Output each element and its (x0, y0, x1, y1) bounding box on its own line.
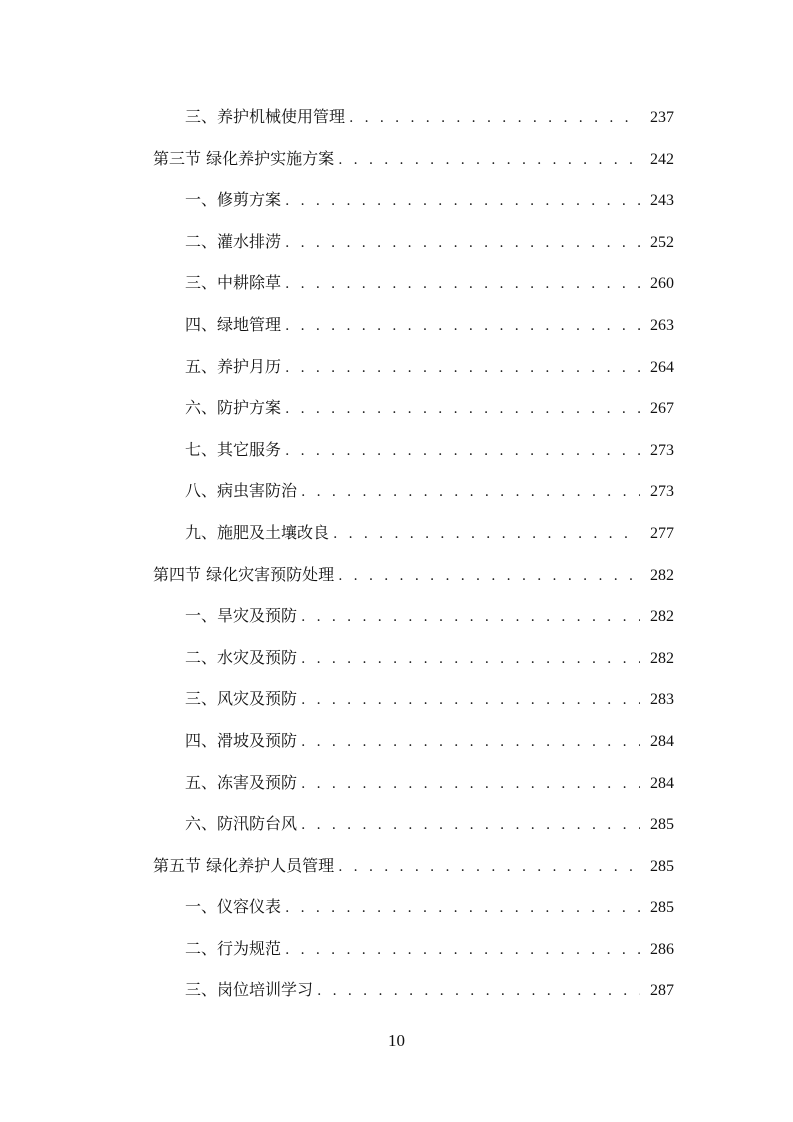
toc-entry-label: 八、病虫害防治 (185, 481, 298, 501)
toc-entry-label: 二、行为规范 (185, 938, 282, 958)
toc-entry-label: 三、中耕除草 (185, 273, 282, 293)
toc-entry-page-number: 286 (650, 940, 674, 958)
toc-entry-page-number: 285 (650, 899, 674, 917)
page-number: 10 (388, 1031, 405, 1050)
toc-section-entry[interactable] (0, 554, 793, 596)
toc-entry-label: 二、灌水排涝 (185, 231, 282, 251)
toc-entry-label: 六、防汛防台风 (185, 814, 298, 834)
toc-entry-label: 三、岗位培训学习 (185, 980, 314, 1000)
toc-entry-page-number: 260 (650, 275, 674, 293)
toc-subsection-entry[interactable] (0, 304, 793, 346)
toc-entry-page-number: 277 (650, 524, 674, 542)
toc-entry-page-number: 282 (650, 566, 674, 584)
toc-entry-page-number: 242 (650, 150, 674, 168)
toc-dot-leader (301, 680, 640, 722)
toc-entry-label: 一、修剪方案 (185, 190, 282, 210)
toc-subsection-entry[interactable] (0, 762, 793, 804)
toc-subsection-entry[interactable] (0, 512, 793, 554)
toc-dot-leader (285, 181, 640, 223)
toc-dot-leader (317, 971, 640, 1013)
toc-dot-leader (338, 847, 640, 889)
toc-subsection-entry[interactable] (0, 928, 793, 970)
toc-dot-leader (338, 140, 640, 182)
toc-dot-leader (285, 888, 640, 930)
toc-dot-leader (285, 389, 640, 431)
toc-entry-page-number: 282 (650, 608, 674, 626)
toc-subsection-entry[interactable] (0, 429, 793, 471)
toc-entry-label: 五、养护月历 (185, 356, 282, 376)
toc-entry-page-number: 237 (650, 109, 674, 126)
toc-entry-page-number: 285 (650, 857, 674, 875)
toc-entry-page-number: 273 (650, 441, 674, 459)
toc-dot-leader (333, 514, 640, 556)
toc-dot-leader (301, 722, 640, 764)
toc-entry-label: 五、冻害及预防 (185, 772, 298, 792)
toc-entry-label: 三、养护机械使用管理 (185, 107, 346, 126)
toc-entry-label: 九、施肥及土壤改良 (185, 522, 330, 542)
table-of-contents (0, 96, 793, 1011)
toc-subsection-entry[interactable] (0, 96, 793, 138)
toc-entry-label: 第四节 绿化灾害预防处理 (153, 564, 335, 584)
toc-entry-label: 第五节 绿化养护人员管理 (153, 855, 335, 875)
toc-entry-label: 第三节 绿化养护实施方案 (153, 148, 335, 168)
toc-entry-page-number: 284 (650, 732, 674, 750)
toc-entry-page-number: 282 (650, 649, 674, 667)
toc-dot-leader (301, 472, 640, 514)
toc-subsection-entry[interactable] (0, 595, 793, 637)
toc-dot-leader (285, 930, 640, 972)
toc-subsection-entry[interactable] (0, 387, 793, 429)
toc-subsection-entry[interactable] (0, 886, 793, 928)
toc-subsection-entry[interactable] (0, 221, 793, 263)
toc-entry-label: 一、旱灾及预防 (185, 606, 298, 626)
toc-entry-page-number: 243 (650, 192, 674, 210)
toc-dot-leader (285, 306, 640, 348)
toc-entry-label: 二、水灾及预防 (185, 647, 298, 667)
toc-dot-leader (301, 764, 640, 806)
toc-subsection-entry[interactable] (0, 262, 793, 304)
toc-entry-label: 一、仪容仪表 (185, 897, 282, 917)
toc-subsection-entry[interactable] (0, 969, 793, 1011)
toc-section-entry[interactable] (0, 138, 793, 180)
toc-subsection-entry[interactable] (0, 678, 793, 720)
toc-dot-leader (285, 431, 640, 473)
toc-dot-leader (349, 98, 640, 140)
toc-subsection-entry[interactable] (0, 470, 793, 512)
toc-entry-page-number: 263 (650, 316, 674, 334)
toc-entry-page-number: 283 (650, 691, 674, 709)
toc-entry-label: 四、滑坡及预防 (185, 730, 298, 750)
toc-entry-page-number: 264 (650, 358, 674, 376)
toc-entry-page-number: 287 (650, 982, 674, 1000)
toc-section-entry[interactable] (0, 845, 793, 887)
toc-subsection-entry[interactable] (0, 637, 793, 679)
toc-entry-page-number: 285 (650, 816, 674, 834)
toc-entry-page-number: 284 (650, 774, 674, 792)
toc-dot-leader (301, 805, 640, 847)
toc-entry-page-number: 267 (650, 400, 674, 418)
toc-dot-leader (301, 639, 640, 681)
toc-entry-page-number: 273 (650, 483, 674, 501)
toc-entry-label: 七、其它服务 (185, 439, 282, 459)
toc-subsection-entry[interactable] (0, 179, 793, 221)
toc-entry-label: 六、防护方案 (185, 398, 282, 418)
toc-subsection-entry[interactable] (0, 720, 793, 762)
toc-entry-label: 四、绿地管理 (185, 314, 282, 334)
toc-entry-label: 三、风灾及预防 (185, 689, 298, 709)
toc-dot-leader (285, 264, 640, 306)
toc-entry-page-number: 252 (650, 233, 674, 251)
toc-subsection-entry[interactable] (0, 803, 793, 845)
toc-dot-leader (285, 348, 640, 390)
toc-dot-leader (338, 556, 640, 598)
toc-dot-leader (285, 223, 640, 265)
toc-subsection-entry[interactable] (0, 346, 793, 388)
toc-dot-leader (301, 597, 640, 639)
